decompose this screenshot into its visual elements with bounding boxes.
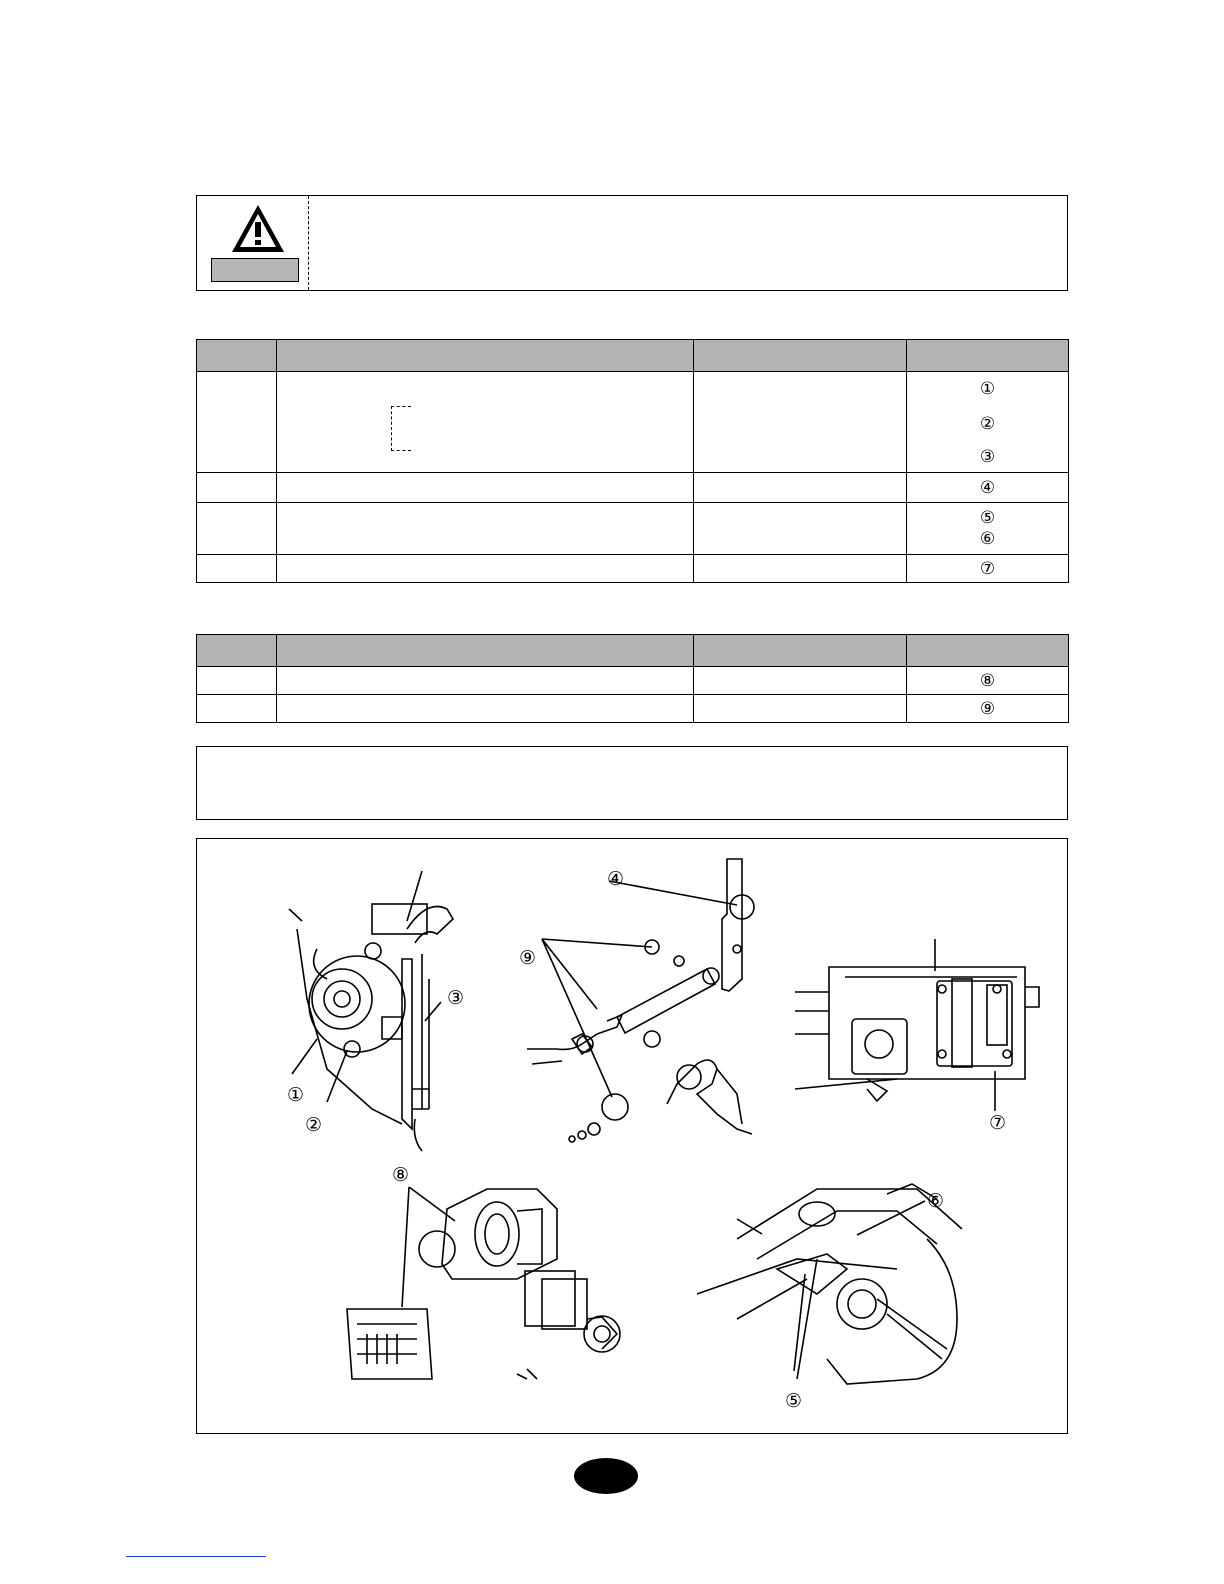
warning-divider <box>308 196 309 290</box>
header-cell <box>277 340 694 372</box>
table-row <box>197 695 1069 723</box>
part-number: ⑥ <box>979 528 996 549</box>
part-number-cell <box>907 503 1069 555</box>
drawing-gear-box <box>795 939 1039 1111</box>
header-cell <box>694 340 907 372</box>
figure-callouts <box>287 868 1006 1412</box>
part-number: ⑨ <box>979 698 996 719</box>
drawing-motor-unit <box>347 1187 620 1429</box>
header-cell <box>907 340 1069 372</box>
table-header-row <box>197 635 1069 667</box>
header-cell <box>197 340 277 372</box>
page-number-badge <box>574 1458 638 1494</box>
part-number: ③ <box>979 447 996 467</box>
callout-label: ⑦ <box>989 1112 1007 1134</box>
parts-table <box>196 339 1069 583</box>
part-number-cell <box>907 695 1069 723</box>
part-number-cell <box>907 473 1069 503</box>
warning-box <box>196 195 1068 291</box>
callout-label: ⑤ <box>785 1390 803 1412</box>
drawing-linkage <box>517 859 754 1379</box>
callout-label: ① <box>287 1084 305 1106</box>
optional-parts-table <box>196 634 1069 723</box>
footer-link-underline[interactable] <box>126 1556 266 1557</box>
callout-label: ⑥ <box>927 1190 945 1212</box>
callout-label: ⑨ <box>519 947 537 969</box>
table-row <box>197 555 1069 583</box>
table-row <box>197 503 1069 555</box>
parts-illustration <box>196 838 1068 1434</box>
drawing-housing <box>697 1184 962 1384</box>
drawing-rotary-hook <box>289 871 453 1151</box>
part-number-cell <box>907 555 1069 583</box>
part-number: ⑤ <box>979 507 996 528</box>
warning-label <box>211 258 299 282</box>
table-row <box>197 473 1069 503</box>
dashed-bracket <box>391 406 411 451</box>
part-number: ⑧ <box>979 670 996 691</box>
callout-label: ④ <box>607 868 625 890</box>
note-box <box>196 746 1068 820</box>
part-number: ① <box>979 379 996 399</box>
part-number: ⑦ <box>979 558 996 579</box>
callout-label: ③ <box>447 987 465 1009</box>
part-number: ② <box>979 414 996 434</box>
callout-label: ⑧ <box>392 1164 410 1186</box>
table-row <box>197 667 1069 695</box>
warning-triangle-icon <box>229 202 287 260</box>
part-number-cell <box>907 372 1069 473</box>
table-row <box>197 372 1069 473</box>
callout-label: ② <box>305 1114 323 1136</box>
part-number: ④ <box>979 477 996 498</box>
table-header-row <box>197 340 1069 372</box>
part-number-cell <box>907 667 1069 695</box>
